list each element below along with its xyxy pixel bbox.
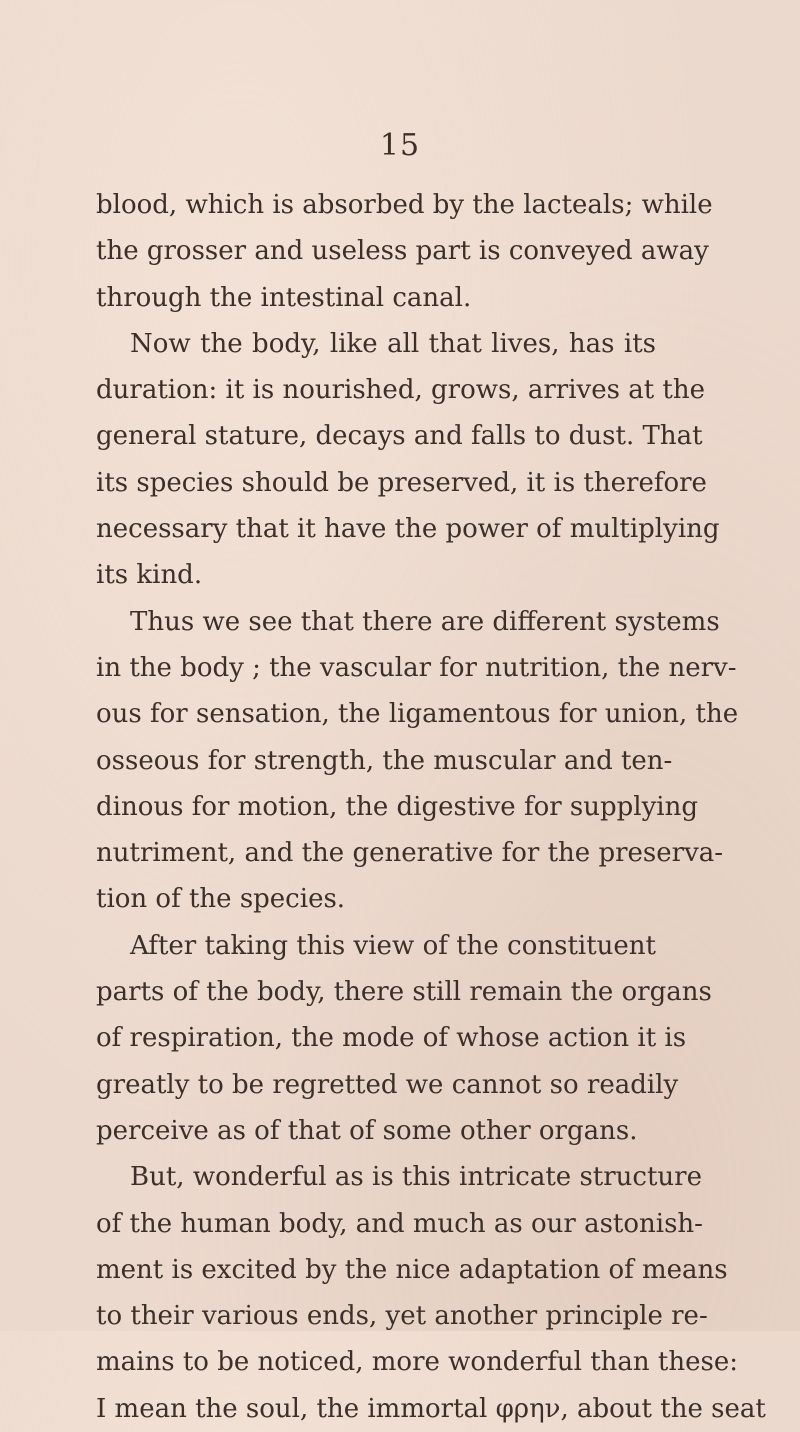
text-line-19: of respiration, the mode of whose action it is — [96, 1023, 687, 1054]
text-line-26: mains to be noticed, more wonderful than these: — [96, 1347, 738, 1378]
text-line-7: its species should be preserved, it is therefore — [96, 467, 707, 498]
text-line-11: in the body ; the vascular for nutrition, the nerv- — [96, 652, 737, 683]
text-line-20: greatly to be regretted we cannot so readily — [96, 1069, 679, 1100]
text-line-9: its kind. — [96, 560, 203, 591]
text-line-8: necessary that it have the power of multiplying — [96, 514, 720, 545]
text-line-5: duration: it is nourished, grows, arrives at the — [96, 375, 705, 406]
text-line-12: ous for sensation, the ligamentous for union, the — [96, 699, 739, 730]
text-line-15: nutriment, and the generative for the preserva- — [96, 838, 724, 869]
text-line-22: But, wonderful as is this intricate structure — [130, 1162, 702, 1193]
text-line-17: After taking this view of the constituent — [130, 930, 656, 961]
text-line-25: to their various ends, yet another principle re- — [96, 1301, 708, 1332]
body-text — [96, 182, 766, 1432]
text-line-13: osseous for strength, the muscular and ten- — [96, 745, 673, 776]
text-line-21: perceive as of that of some other organs. — [96, 1115, 638, 1146]
text-line-6: general stature, decays and falls to dust. That — [96, 421, 703, 452]
text-line-16: tion of the species. — [96, 884, 346, 915]
text-line-24: ment is excited by the nice adaptation of means — [96, 1254, 728, 1285]
text-line-4: Now the body, like all that lives, has its — [130, 328, 656, 359]
text-line-14: dinous for motion, the digestive for supplying — [96, 791, 699, 822]
text-line-1: blood, which is absorbed by the lacteals; while — [96, 190, 713, 220]
text-line-10: Thus we see that there are different systems — [130, 606, 720, 637]
page-number: 15 — [379, 128, 421, 163]
text-line-18: parts of the body, there still remain the organs — [96, 977, 712, 1008]
text-line-27: I mean the soul, the immortal φρην, about the seat — [96, 1393, 766, 1424]
text-line-23: of the human body, and much as our astonish- — [96, 1208, 703, 1239]
text-line-3: through the intestinal canal. — [96, 282, 472, 313]
text-line-2: the grosser and useless part is conveyed away — [96, 236, 709, 267]
